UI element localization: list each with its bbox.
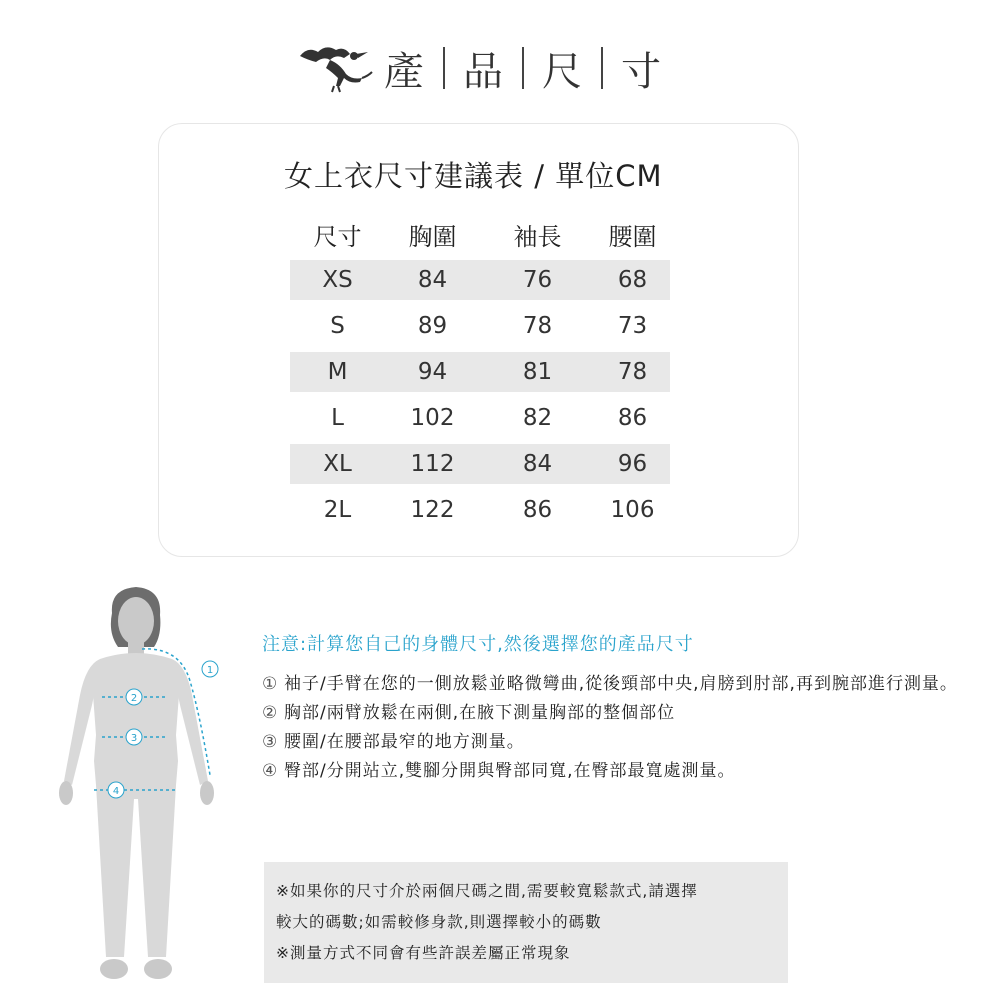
marker-3: 3 xyxy=(130,733,138,744)
column-header-waist: 腰圍 xyxy=(608,222,657,251)
cell-sleeve: 81 xyxy=(522,359,553,385)
page-heading xyxy=(384,38,662,98)
cell-size: M xyxy=(327,359,348,385)
body-silhouette xyxy=(59,587,214,979)
cell-waist: 73 xyxy=(617,313,648,339)
note-text: 腰圍/在腰部最窄的地方測量。 xyxy=(284,732,525,752)
heading-char: 寸 xyxy=(621,48,662,95)
table-row xyxy=(290,444,670,484)
cell-chest: 89 xyxy=(417,313,448,339)
note-number: ② xyxy=(262,703,279,723)
marker-4: 4 xyxy=(112,786,120,797)
cell-chest: 112 xyxy=(410,451,455,477)
size-chart-card xyxy=(158,123,799,557)
cell-sleeve: 78 xyxy=(522,313,553,339)
table-row xyxy=(290,490,670,530)
cell-waist: 106 xyxy=(610,497,655,523)
cell-waist: 86 xyxy=(617,405,648,431)
column-header-size: 尺寸 xyxy=(313,222,362,251)
remark-line: 較大的碼數;如需較修身款,則選擇較小的碼數 xyxy=(276,913,602,931)
cell-size: S xyxy=(330,313,345,339)
cell-waist: 68 xyxy=(617,267,648,293)
heading-divider xyxy=(522,47,524,89)
cell-chest: 84 xyxy=(417,267,448,293)
marker-1: 1 xyxy=(206,665,214,676)
cell-sleeve: 82 xyxy=(522,405,553,431)
size-table xyxy=(290,214,670,536)
note-text: 袖子/手臂在您的一側放鬆並略微彎曲,從後頸部中央,肩膀到肘部,再到腕部進行測量。 xyxy=(284,674,958,694)
heading-divider xyxy=(443,47,445,89)
cell-size: L xyxy=(331,405,344,431)
note-item xyxy=(262,699,982,728)
table-title: 女上衣尺寸建議表 / 單位CM xyxy=(284,159,663,193)
remark-box xyxy=(264,862,788,983)
measurement-notes xyxy=(262,630,982,786)
body-measurement-figure xyxy=(50,585,250,995)
cell-size: XS xyxy=(322,267,353,293)
cell-waist: 78 xyxy=(617,359,648,385)
cell-chest: 94 xyxy=(417,359,448,385)
remark-line: ※如果你的尺寸介於兩個尺碼之間,需要較寬鬆款式,請選擇 xyxy=(276,882,698,900)
note-number: ① xyxy=(262,674,279,694)
cell-sleeve: 84 xyxy=(522,451,553,477)
table-header-row xyxy=(290,214,670,254)
cell-waist: 96 xyxy=(617,451,648,477)
marker-2: 2 xyxy=(130,693,138,704)
cell-sleeve: 86 xyxy=(522,497,553,523)
note-text: 胸部/兩臂放鬆在兩側,在腋下測量胸部的整個部位 xyxy=(284,703,676,723)
heading-divider xyxy=(601,47,603,89)
note-item xyxy=(262,670,982,699)
note-number: ④ xyxy=(262,761,279,781)
table-row xyxy=(290,260,670,300)
cell-chest: 102 xyxy=(410,405,455,431)
note-item xyxy=(262,757,982,786)
heading-char: 品 xyxy=(463,48,504,95)
note-text: 臀部/分開站立,雙腳分開與臀部同寬,在臀部最寬處測量。 xyxy=(284,761,736,781)
archaeopteryx-logo-icon xyxy=(296,42,376,94)
note-number: ③ xyxy=(262,732,279,752)
cell-size: XL xyxy=(323,451,352,477)
page-header xyxy=(0,38,1000,98)
column-header-sleeve: 袖長 xyxy=(513,222,562,251)
heading-char: 尺 xyxy=(542,48,583,95)
cell-sleeve: 76 xyxy=(522,267,553,293)
table-row xyxy=(290,352,670,392)
table-row xyxy=(290,306,670,346)
note-item xyxy=(262,728,982,757)
cell-chest: 122 xyxy=(410,497,455,523)
table-row xyxy=(290,398,670,438)
cell-size: 2L xyxy=(323,497,352,523)
column-header-chest: 胸圍 xyxy=(408,222,457,251)
remark-line: ※測量方式不同會有些許誤差屬正常現象 xyxy=(276,944,571,962)
notes-title: 注意:計算您自己的身體尺寸,然後選擇您的產品尺寸 xyxy=(262,634,694,655)
heading-char: 產 xyxy=(384,48,425,95)
